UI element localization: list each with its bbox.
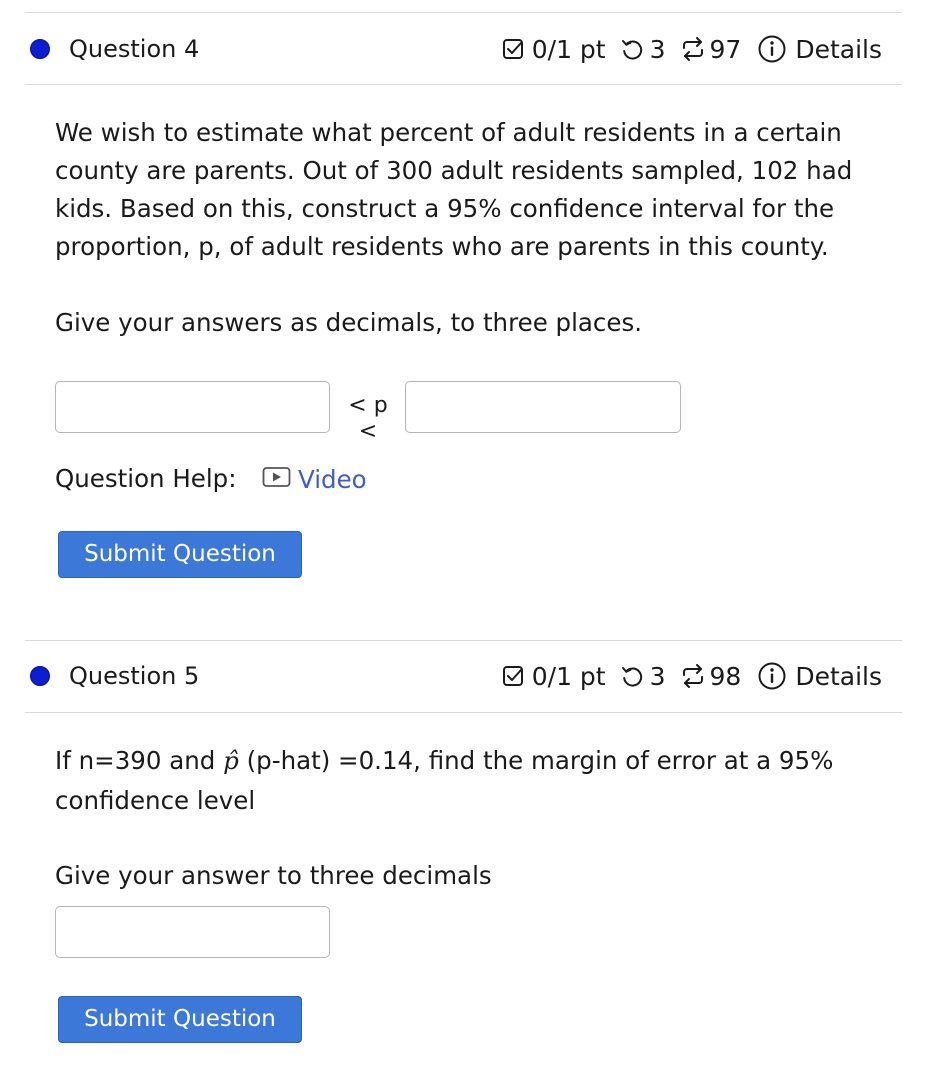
question-4-header bbox=[25, 30, 902, 70]
attempts-icon bbox=[680, 36, 706, 62]
question-5-top-divider bbox=[25, 640, 902, 641]
question-5-text-prefix: If n=390 and bbox=[55, 746, 224, 775]
details-link[interactable]: Details bbox=[795, 661, 882, 691]
submit-question-4-button[interactable]: Submit Question bbox=[58, 531, 302, 578]
question-meta bbox=[502, 33, 882, 65]
video-link-text[interactable]: Video bbox=[298, 464, 367, 494]
question-meta bbox=[502, 660, 882, 692]
top-divider bbox=[25, 12, 902, 13]
retry-icon bbox=[620, 37, 644, 61]
upper-bound-input[interactable] bbox=[405, 381, 681, 433]
info-icon[interactable] bbox=[757, 34, 787, 64]
question-5-text-suffix: (p-hat) =0.14, find the margin of error at a 95% confidence level bbox=[55, 746, 834, 815]
question-title: Question 4 bbox=[69, 35, 200, 63]
question-5-divider bbox=[25, 712, 902, 713]
question-5-header bbox=[25, 657, 902, 697]
info-icon[interactable] bbox=[757, 661, 787, 691]
retry-icon bbox=[620, 664, 644, 688]
video-play-icon bbox=[262, 465, 292, 494]
question-4-divider bbox=[25, 84, 902, 85]
question-title: Question 5 bbox=[69, 662, 200, 690]
status-dot bbox=[30, 39, 50, 59]
margin-of-error-input[interactable] bbox=[55, 906, 330, 958]
status-dot bbox=[30, 666, 50, 686]
attempts-count: 97 bbox=[709, 34, 742, 64]
inequality-label: < p < bbox=[348, 393, 388, 444]
question-help-label: Question Help: bbox=[55, 464, 237, 493]
details-link[interactable]: Details bbox=[795, 34, 882, 64]
score-text: 0/1 pt bbox=[531, 661, 606, 691]
video-help-link[interactable] bbox=[262, 463, 367, 495]
lower-bound-input[interactable] bbox=[55, 381, 330, 433]
retries-count: 3 bbox=[649, 661, 666, 691]
retries-count: 3 bbox=[649, 34, 666, 64]
checkbox-icon bbox=[502, 38, 524, 60]
submit-question-5-button[interactable]: Submit Question bbox=[58, 996, 302, 1043]
question-4-instruction: Give your answers as decimals, to three places. bbox=[55, 308, 643, 337]
checkbox-icon bbox=[502, 665, 524, 687]
question-5-instruction: Give your answer to three decimals bbox=[55, 861, 492, 890]
score-text: 0/1 pt bbox=[531, 34, 606, 64]
question-4-text: We wish to estimate what percent of adult residents in a certain county are parents. Out of 300 adult residents sampled, 102 had kids. Based on this, construct a 95% confidence interval for the proportion, p, of adult residents who are parents in this county. bbox=[55, 118, 853, 261]
question-5-text bbox=[55, 741, 885, 821]
attempts-count: 98 bbox=[709, 661, 742, 691]
attempts-icon bbox=[680, 663, 706, 689]
p-hat-symbol: p̂ bbox=[223, 746, 239, 775]
